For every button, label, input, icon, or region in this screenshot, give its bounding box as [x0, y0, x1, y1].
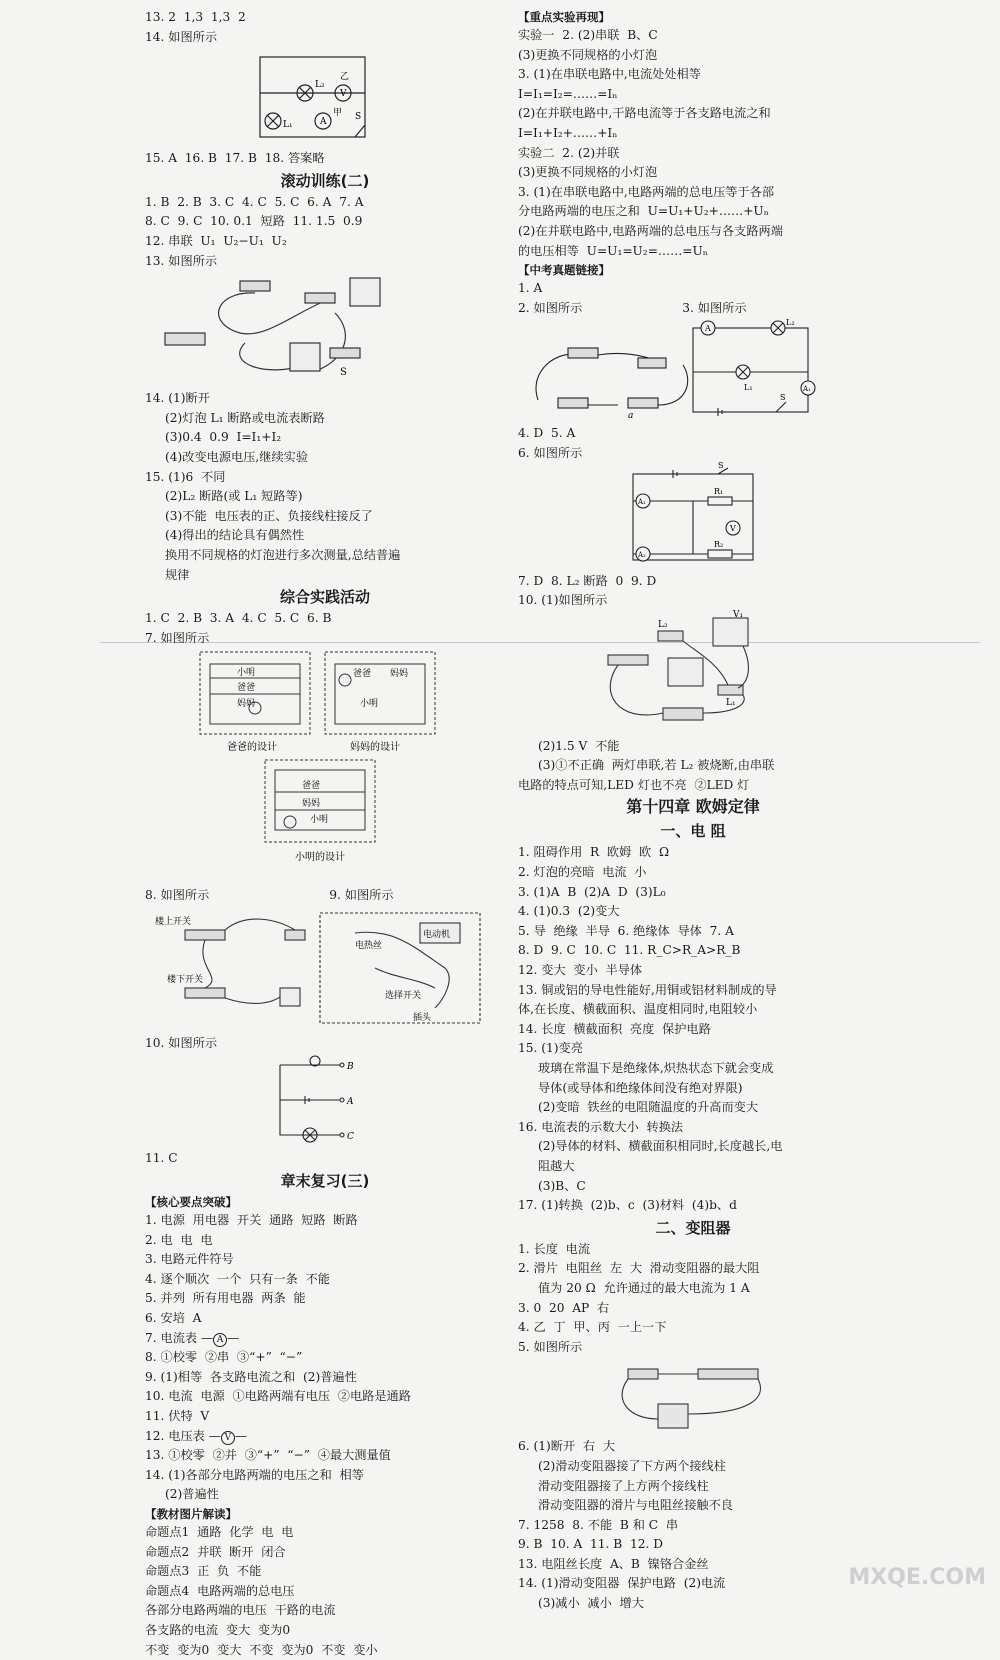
answer-line [145, 1329, 505, 1349]
answer-line: 3. (1)在串联电路中,电路两端的总电压等于各部 [518, 184, 775, 199]
answer-line: (2)滑动变阻器接了下方两个接线柱 [538, 1458, 726, 1473]
answer-line: 各支路的电流 变大 变为0 [145, 1622, 291, 1637]
label-l2: L₂ [658, 619, 668, 630]
answer-line: 13. ①校零 ②并 ③“+” “−” ④最大测量值 [145, 1448, 391, 1463]
subsection-label: 【中考真题链接】 [518, 263, 610, 278]
label-xiaoming: 小明 [360, 699, 379, 710]
label-upstairs-switch: 楼上开关 [155, 916, 192, 927]
subsection-label: 【核心要点突破】 [145, 1195, 237, 1210]
answer-line: 分电路两端的电压之和 U=U₁+U₂+……+Uₙ [518, 204, 769, 219]
label-mama: 妈妈 [390, 669, 409, 680]
section-heading: 综合实践活动 [279, 588, 370, 607]
answer-line: 13. 2 1,3 1,3 2 [145, 10, 246, 24]
answer-line: 命题点1 通路 化学 电 电 [145, 1524, 294, 1539]
circuit-figures-2-3 [518, 320, 868, 420]
answer-line: (4)改变电源电压,继续实验 [165, 449, 309, 464]
label-l2: L₂ [786, 318, 795, 328]
label-downstairs-switch: 楼下开关 [167, 974, 204, 985]
label-motor: 电动机 [423, 929, 451, 940]
answer-line: 5. 如图所示 [518, 1339, 583, 1354]
answer-line: 的电压相等 U=U₁=U₂=……=Uₙ [518, 243, 709, 258]
answer-line: (4)得出的结论具有偶然性 [165, 528, 305, 543]
answer-line: 15. A 16. B 17. B 18. 答案略 [145, 151, 325, 166]
label-ammeter: A [705, 324, 711, 334]
answer-8: 8. 如图所示 [145, 888, 210, 903]
answer-2: 2. 如图所示 [518, 300, 583, 315]
wiring-diagram [518, 609, 778, 733]
answer-line: 1. 阻碍作用 R 欧姆 欧 Ω [518, 845, 670, 860]
answer-line: 4. 逐个顺次 一个 只有一条 不能 [145, 1271, 330, 1286]
label-a1: A₁ [803, 385, 811, 394]
label-s: S [355, 112, 362, 123]
left-column [145, 8, 505, 1660]
answer-line: (2)变暗 铁丝的电阻随温度的升高而变大 [538, 1100, 759, 1115]
answer-line: 9. (1)相等 各支路电流之和 (2)普遍性 [145, 1369, 357, 1384]
answer-line: 11. 伏特 V [145, 1409, 210, 1423]
answer-line: 规律 [165, 567, 190, 582]
label-z: 乙 [340, 72, 350, 83]
label-v: V [730, 523, 736, 533]
answer-line: 12. 串联 U₁ U₂−U₁ U₂ [145, 233, 287, 248]
right-column [518, 8, 868, 1614]
answer-line: 17. (1)转换 (2)b、c (3)材料 (4)b、d [518, 1198, 737, 1213]
answer-line: I=I₁+I₂+……+Iₙ [518, 125, 618, 140]
answer-line: 命题点4 电路两端的总电压 [145, 1583, 295, 1598]
answer-line: 3. 电路元件符号 [145, 1252, 234, 1267]
voltmeter-symbol: — V — [208, 1428, 248, 1443]
answer-line: (2)导体的材料、横截面积相同时,长度越长,电 [538, 1139, 783, 1154]
answer-line [518, 299, 868, 319]
circuit-figure-6 [518, 460, 868, 568]
watermark: MXQE.COM [848, 1565, 986, 1590]
answer-line: 13. 铜或铝的导电性能好,用铜或铝材料制成的导 [518, 982, 777, 997]
answer-line: 15. (1)变亮 [518, 1041, 583, 1056]
answer-line: 值为 20 Ω 允许通过的最大电流为 1 A [538, 1280, 750, 1295]
answer-line: 7. D 8. L₂ 断路 0 9. D [518, 573, 657, 588]
label-r1: R₁ [714, 486, 724, 496]
answer-line: 阻越大 [538, 1158, 575, 1173]
circuit-diagram [145, 49, 375, 145]
label-heater-wire: 电热丝 [355, 940, 383, 951]
answer-3: 3. 如图所示 [682, 300, 747, 315]
answer-line: 9. B 10. A 11. B 12. D [518, 1537, 664, 1552]
caption-xiaoming-design: 小明的设计 [295, 852, 345, 864]
answer-line: 14. (1)断开 [145, 391, 210, 406]
label-mama: 妈妈 [237, 699, 256, 710]
answer-line [145, 1427, 505, 1447]
chapter-heading: 第十四章 欧姆定律 [626, 797, 760, 817]
answer-line: 换用不同规格的灯泡进行多次测量,总结普遍 [165, 547, 401, 562]
answer-line: (3)不能 电压表的正、负接线柱接反了 [165, 508, 373, 523]
subsection-label: 【重点实验再现】 [518, 10, 610, 24]
label-baba: 爸爸 [302, 781, 321, 792]
label-xiaoming: 小明 [310, 815, 329, 826]
answer-line: 7. 如图所示 [145, 630, 210, 645]
answer-line: (3)0.4 0.9 I=I₁+I₂ [165, 430, 282, 445]
answer-7: 7. 电流表 [145, 1330, 198, 1345]
label-l2: L₂ [315, 80, 325, 91]
answer-line: 滑动变阻器接了上方两个接线柱 [538, 1478, 709, 1493]
answer-line: 14. 如图所示 [145, 29, 218, 44]
answer-line: 6. 安培 A [145, 1311, 202, 1326]
design-figures-7 [145, 650, 505, 882]
answer-line [145, 886, 505, 906]
answer-line: (2)在并联电路中,电路两端的总电压与各支路两端 [518, 223, 783, 238]
label-v1: V₁ [733, 609, 744, 620]
answer-line: (3)B、C [538, 1178, 586, 1193]
caption-baba-design: 爸爸的设计 [227, 742, 277, 754]
answer-line: 1. B 2. B 3. C 4. C 5. C 6. A 7. A [145, 194, 364, 209]
answer-line: 体,在长度、横截面积、温度相同时,电阻较小 [518, 1002, 758, 1017]
label-a: a [628, 411, 634, 422]
label-a2: A₂ [638, 550, 646, 559]
answer-line: 14. (1)滑动变阻器 保护电路 (2)电流 [518, 1576, 726, 1591]
circuit-figure-14 [145, 49, 505, 145]
answer-9: 9. 如图所示 [329, 888, 394, 903]
answer-line: 8. C 9. C 10. 0.1 短路 11. 1.5 0.9 [145, 214, 363, 229]
label-a: A [320, 117, 327, 128]
label-s: S [340, 367, 347, 379]
answer-line: (2)灯泡 L₁ 断路或电流表断路 [165, 410, 325, 425]
answer-line: 3. (1)A B (2)A D (3)L₀ [518, 884, 666, 899]
answer-line: 不变 变为0 变大 不变 变为0 不变 变小 [145, 1642, 378, 1657]
answer-line: 4. 乙 丁 甲、丙 一上一下 [518, 1320, 667, 1335]
answer-line: 6. 如图所示 [518, 445, 583, 460]
answer-line: 14. 长度 横截面积 亮度 保护电路 [518, 1021, 711, 1036]
caption-mama-design: 妈妈的设计 [350, 742, 400, 754]
answer-line: (2)1.5 V 不能 [538, 738, 620, 753]
label-a1: A₁ [638, 497, 646, 506]
label-c: C [347, 1132, 354, 1143]
answer-line: 5. 并列 所有用电器 两条 能 [145, 1291, 306, 1306]
wiring-figures-8-9 [145, 908, 505, 1030]
answer-line: 6. (1)断开 右 大 [518, 1439, 616, 1454]
answer-line: 1. 电源 用电器 开关 通路 短路 断路 [145, 1213, 358, 1228]
answer-line: (3)减小 减小 增大 [538, 1596, 644, 1611]
answer-line: 滑动变阻器的滑片与电阻丝接触不良 [538, 1498, 733, 1513]
label-xiaoming: 小明 [237, 668, 256, 679]
answer-line: (2)L₂ 断路(或 L₁ 短路等) [165, 489, 303, 504]
answer-line: 2. 滑片 电阻丝 左 大 滑动变阻器的最大阻 [518, 1261, 760, 1276]
answer-line: 2. 灯泡的亮暗 电流 小 [518, 865, 647, 880]
answer-12: 12. 电压表 [145, 1428, 205, 1443]
answer-line: 1. A [518, 281, 543, 296]
label-l1: L₁ [726, 697, 736, 708]
label-s: S [718, 460, 724, 470]
answer-line: 15. (1)6 不同 [145, 469, 226, 484]
answer-line: 10. 如图所示 [145, 1035, 218, 1050]
circuit-figure-10 [145, 1055, 505, 1145]
label-baba: 爸爸 [237, 683, 256, 694]
label-l1: L₁ [744, 383, 753, 393]
label-j: 甲 [333, 108, 343, 119]
answer-line: 实验二 2. (2)并联 [518, 145, 620, 160]
answer-line: 5. 导 绝缘 半导 6. 绝缘体 导体 7. A [518, 923, 734, 938]
answer-line: (3)更换不同规格的小灯泡 [518, 47, 658, 62]
answer-line: 10. 电流 电源 ①电路两端有电压 ②电路是通路 [145, 1389, 411, 1404]
answer-line: 13. 电阻丝长度 A、B 镍铬合金丝 [518, 1556, 709, 1571]
answer-line: I=I₁=I₂=……=Iₙ [518, 86, 618, 101]
wiring-diagram [518, 1359, 778, 1433]
answer-line: (3)更换不同规格的小灯泡 [518, 165, 658, 180]
answer-line: 3. (1)在串联电路中,电流处处相等 [518, 67, 701, 82]
answer-line: 电路的特点可知,LED 灯也不亮 ②LED 灯 [518, 777, 750, 792]
label-selector-switch: 选择开关 [385, 990, 422, 1001]
answer-line: 8. ①校零 ②串 ③“+” “−” [145, 1350, 303, 1365]
answer-line: 命题点2 并联 断开 闭合 [145, 1544, 286, 1559]
circuit-diagrams [518, 320, 818, 420]
answer-line: 4. D 5. A [518, 426, 576, 441]
label-b: B [347, 1062, 354, 1073]
answer-line: 2. 电 电 电 [145, 1232, 213, 1247]
label-baba: 爸爸 [353, 669, 372, 680]
design-diagrams [145, 650, 455, 882]
subsection-label: 【教材图片解读】 [145, 1506, 237, 1521]
label-l1: L₁ [283, 120, 293, 131]
wiring-figure-5 [518, 1359, 868, 1433]
answer-line: 1. C 2. B 3. A 4. C 5. C 6. B [145, 611, 332, 626]
section-heading: 二、变阻器 [655, 1218, 731, 1237]
answer-line: (2)普遍性 [165, 1487, 219, 1502]
answer-line: 14. (1)各部分电路两端的电压之和 相等 [145, 1467, 364, 1482]
answer-line: (2)在并联电路中,干路电流等于各支路电流之和 [518, 106, 771, 121]
answer-line: 13. 如图所示 [145, 253, 218, 268]
answer-line: 导体(或导体和绝缘体间没有绝对界限) [538, 1080, 743, 1095]
section-heading: 滚动训练(二) [280, 171, 370, 190]
answer-line: 各部分电路两端的电压 干路的电流 [145, 1603, 336, 1618]
section-heading: 章末复习(三) [280, 1172, 370, 1191]
ammeter-symbol: — A — [200, 1330, 240, 1345]
answer-line: 12. 变大 变小 半导体 [518, 963, 643, 978]
answer-line: (3)①不正确 两灯串联,若 L₂ 被烧断,由串联 [538, 758, 775, 773]
answer-line: 命题点3 正 负 不能 [145, 1564, 262, 1579]
answer-line: 16. 电流表的示数大小 转换法 [518, 1119, 684, 1134]
answer-line: 11. C [145, 1151, 178, 1166]
label-a: A [347, 1097, 354, 1108]
answer-line: 实验一 2. (2)串联 B、C [518, 28, 658, 42]
circuit-diagram [145, 1055, 385, 1145]
section-heading: 一、电 阻 [660, 822, 726, 841]
answer-line: 7. 1258 8. 不能 B 和 C 串 [518, 1517, 679, 1532]
circuit-diagram [518, 460, 758, 568]
label-mama: 妈妈 [302, 799, 321, 810]
answer-line: 8. D 9. C 10. C 11. R_C>R_A>R_B [518, 943, 741, 958]
answer-line: 10. (1)如图所示 [518, 593, 608, 608]
wiring-diagrams [145, 908, 495, 1030]
answer-line: 4. (1)0.3 (2)变大 [518, 904, 620, 919]
wiring-diagram [145, 273, 385, 385]
answer-line: 1. 长度 电流 [518, 1241, 591, 1256]
wiring-figure-13 [145, 273, 505, 385]
label-plug: 插头 [413, 1012, 432, 1023]
label-s: S [780, 393, 786, 403]
answer-line: 3. 0 20 AP 右 [518, 1300, 610, 1315]
answer-line: 玻璃在常温下是绝缘体,炽热状态下就会变成 [538, 1061, 774, 1075]
wiring-figure-10 [518, 609, 868, 733]
label-v: V [340, 89, 347, 100]
label-r2: R₂ [714, 539, 724, 549]
